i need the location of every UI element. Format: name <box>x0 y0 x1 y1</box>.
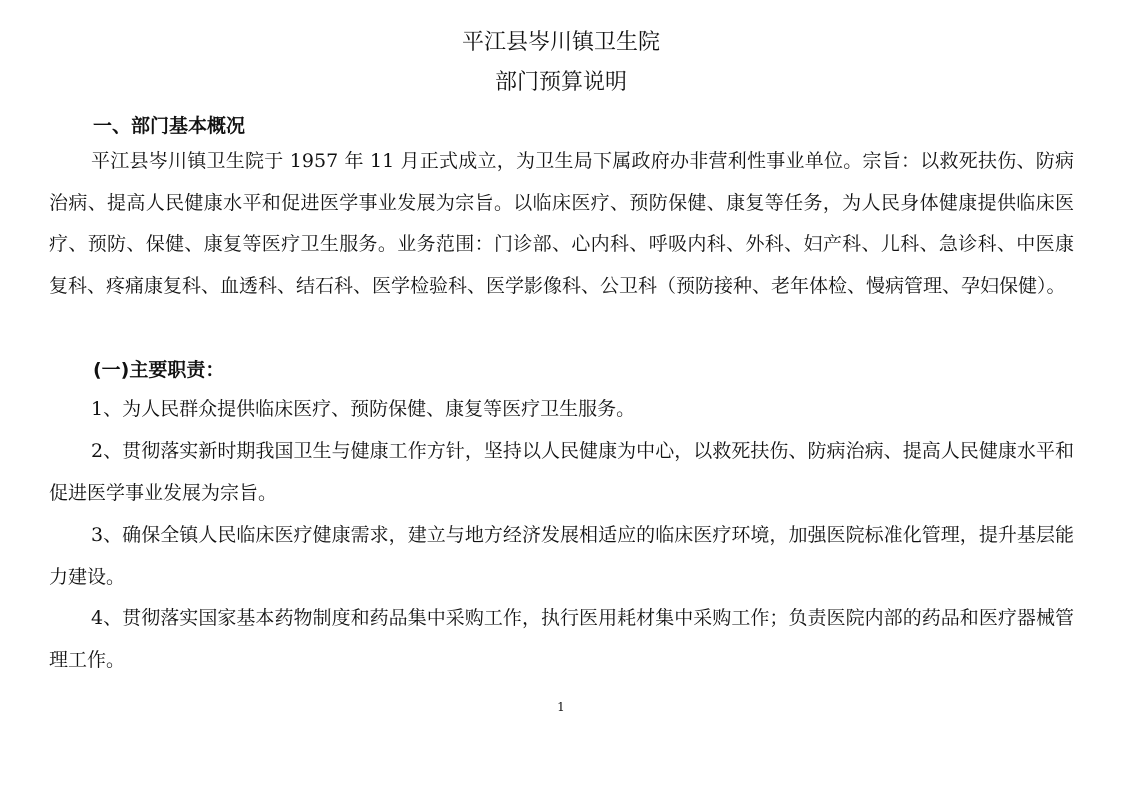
section-heading-overview: 一、部门基本概况 <box>93 115 246 137</box>
duty-item-1: 1、为人民群众提供临床医疗、预防保健、康复等医疗卫生服务。 <box>91 398 636 420</box>
page-number: 1 <box>557 700 565 714</box>
duty-item-2: 2、贯彻落实新时期我国卫生与健康工作方针，坚持以人民健康为中心，以救死扶伤、防病治病、提高人民健康水平和促进医学事业发展为宗旨。 <box>49 440 1074 504</box>
duty-item-4: 4、贯彻落实国家基本药物制度和药品集中采购工作，执行医用耗材集中采购工作；负责医院内部的药品和医疗器械管理工作。 <box>49 607 1074 671</box>
document-title: 平江县岑川镇卫生院 <box>461 30 660 55</box>
section-heading-duties: (一)主要职责： <box>93 359 225 381</box>
duty-item-3: 3、确保全镇人民临床医疗健康需求，建立与地方经济发展相适应的临床医疗环境，加强医院标准化管理，提升基层能力建设。 <box>49 524 1074 588</box>
document-subtitle: 部门预算说明 <box>494 70 627 95</box>
overview-paragraph: 平江县岑川镇卫生院于 1957 年 11 月正式成立，为卫生局下属政府办非营利性事业单位。宗旨：以救死扶伤、防病治病、提高人民健康水平和促进医学事业发展为宗旨。以临床医疗、预防保健、康复等任务，为人民身体健康提供临床医疗、预防、保健、康复等医疗卫生服务。业务范围：门诊部、心内科、呼吸内科、外科、妇产科、儿科、急诊科、中医康复科、疼痛康复科、血透科、结石科、医学检验科、医学影像科、公卫科（预防接种、老年体检、慢病管理、孕妇保健）。 <box>49 150 1074 297</box>
